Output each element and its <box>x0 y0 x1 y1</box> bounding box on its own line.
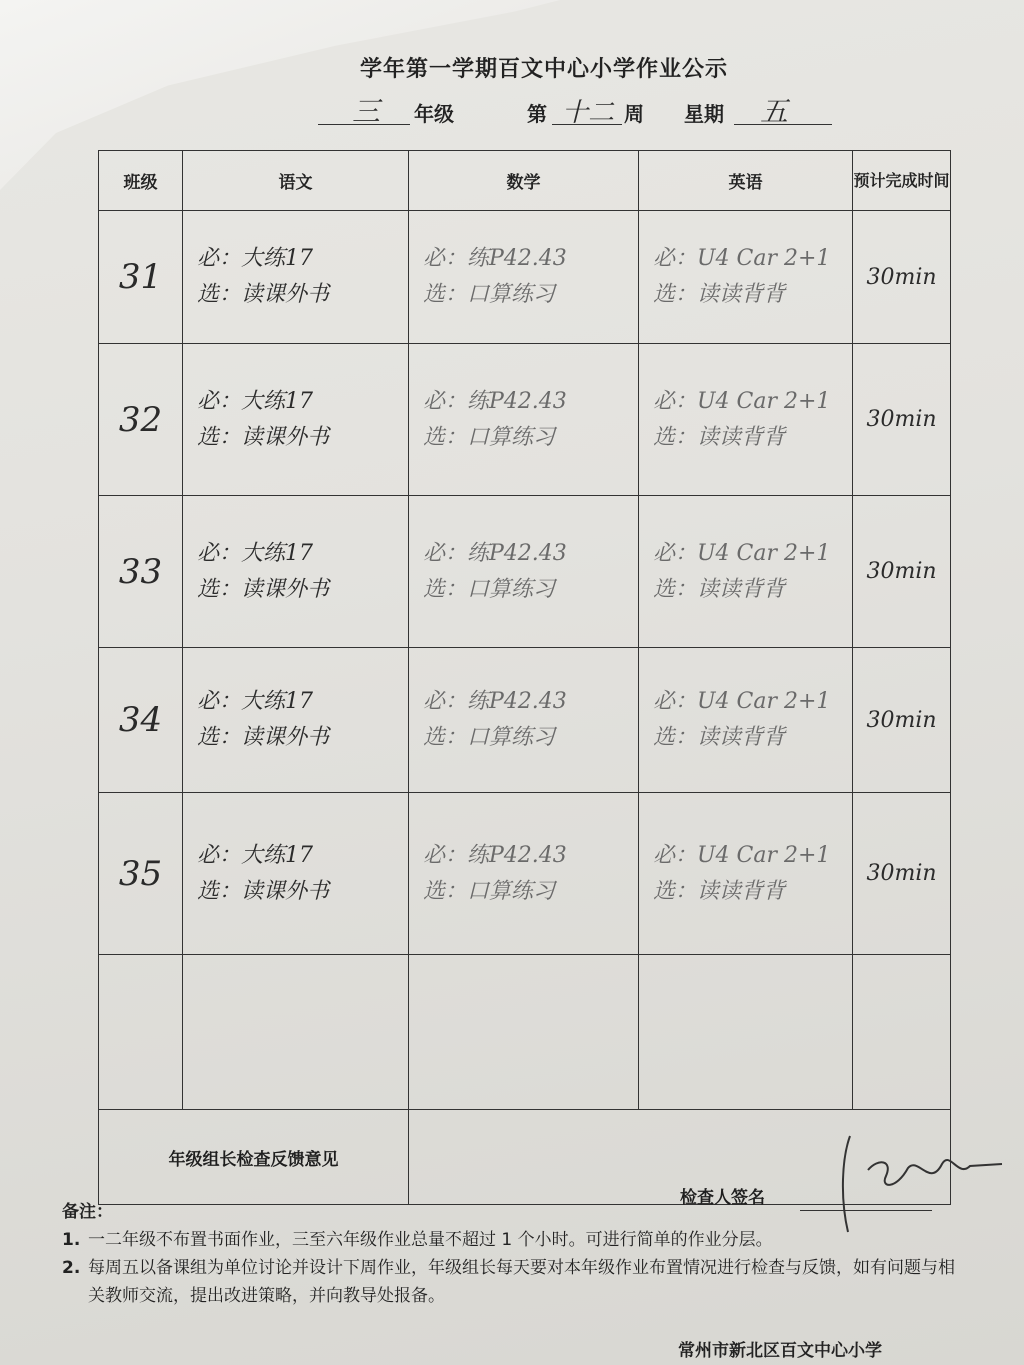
math-cell <box>409 955 639 1110</box>
optional-item: 选：读课外书 <box>197 424 330 450</box>
col-class: 班级 <box>99 151 183 211</box>
class-cell: 31 <box>99 211 183 344</box>
note-text: 一二年级不布置书面作业，三至六年级作业总量不超过 1 个小时。可进行简单的作业分层。 <box>88 1230 773 1250</box>
english-cell <box>639 211 853 344</box>
optional-item: 选：读读背背 <box>653 424 786 450</box>
optional-item: 选：读读背背 <box>653 282 786 307</box>
week-suffix: 周 <box>624 102 644 126</box>
required-item: 必：U4 Car 2+1 <box>653 540 831 566</box>
required-item: 必：大练17 <box>197 246 313 271</box>
optional-item: 选：口算练习 <box>423 878 556 904</box>
chinese-cell <box>183 648 409 793</box>
grade-value: 三 <box>352 95 381 128</box>
english-cell <box>639 648 853 793</box>
optional-item: 选：读课外书 <box>197 878 330 904</box>
notes-heading: 备注： <box>62 1202 113 1222</box>
note-item <box>62 1254 962 1310</box>
math-cell <box>409 496 639 648</box>
table-row <box>99 496 951 648</box>
table-row <box>99 793 951 955</box>
math-cell <box>409 793 639 955</box>
note-item <box>62 1226 962 1254</box>
col-english: 英语 <box>639 151 853 211</box>
table-row <box>99 648 951 793</box>
week-value: 十二 <box>562 98 615 128</box>
chinese-cell <box>183 955 409 1110</box>
checker-signature-label: 检查人签名 <box>680 1188 765 1208</box>
required-item: 必：大练17 <box>197 842 313 868</box>
homework-table <box>98 150 951 1205</box>
optional-item: 选：读读背背 <box>653 878 786 904</box>
required-item: 必：大练17 <box>197 689 313 714</box>
class-cell: 34 <box>99 648 183 793</box>
required-item: 必：大练17 <box>197 388 313 414</box>
note-number: 2. <box>62 1258 81 1278</box>
notes-section <box>62 1198 962 1310</box>
optional-item: 选：口算练习 <box>423 725 556 750</box>
time-cell: 30min <box>853 648 951 793</box>
math-cell <box>409 648 639 793</box>
optional-item: 选：读课外书 <box>197 282 330 307</box>
required-item: 必：U4 Car 2+1 <box>653 842 831 868</box>
chinese-cell <box>183 496 409 648</box>
note-text: 每周五以备课组为单位讨论并设计下周作业，年级组长每天要对本年级作业布置情况进行检查与反馈，如有问题与相关教师交流，提出改进策略，并向教导处报备。 <box>88 1258 955 1306</box>
english-cell <box>639 793 853 955</box>
time-cell: 30min <box>853 211 951 344</box>
feedback-label: 年级组长检查反馈意见 <box>99 1110 409 1205</box>
weekday-label: 星期 <box>684 102 724 126</box>
class-cell <box>99 955 183 1110</box>
optional-item: 选：口算练习 <box>423 424 556 450</box>
note-number: 1. <box>62 1230 81 1250</box>
math-cell <box>409 344 639 496</box>
required-item: 必：U4 Car 2+1 <box>653 689 831 714</box>
week-prefix: 第 <box>527 102 547 126</box>
required-item: 必：练P42.43 <box>423 842 567 868</box>
optional-item: 选：读课外书 <box>197 725 330 750</box>
time-cell: 30min <box>853 793 951 955</box>
school-name: 常州市新北区百文中心小学 <box>678 1341 882 1361</box>
optional-item: 选：口算练习 <box>423 282 556 307</box>
chinese-cell <box>183 344 409 496</box>
table-row <box>99 211 951 344</box>
optional-item: 选：读课外书 <box>197 576 330 602</box>
class-cell: 35 <box>99 793 183 955</box>
time-cell: 30min <box>853 496 951 648</box>
optional-item: 选：口算练习 <box>423 576 556 602</box>
required-item: 必：练P42.43 <box>423 388 567 414</box>
required-item: 必：练P42.43 <box>423 689 567 714</box>
col-chinese: 语文 <box>183 151 409 211</box>
math-cell <box>409 211 639 344</box>
english-cell <box>639 955 853 1110</box>
weekday-value: 五 <box>760 95 789 128</box>
required-item: 必：U4 Car 2+1 <box>653 246 831 271</box>
col-math: 数学 <box>409 151 639 211</box>
required-item: 必：练P42.43 <box>423 540 567 566</box>
chinese-cell <box>183 211 409 344</box>
required-item: 必：练P42.43 <box>423 246 567 271</box>
grade-label: 年级 <box>414 102 454 126</box>
class-cell: 32 <box>99 344 183 496</box>
table-header-row <box>99 151 951 211</box>
time-cell: 30min <box>853 344 951 496</box>
time-cell <box>853 955 951 1110</box>
chinese-cell <box>183 793 409 955</box>
required-item: 必：U4 Car 2+1 <box>653 388 831 414</box>
table-row-empty <box>99 955 951 1110</box>
feedback-row <box>99 1110 951 1205</box>
english-cell <box>639 344 853 496</box>
english-cell <box>639 496 853 648</box>
optional-item: 选：读读背背 <box>653 725 786 750</box>
optional-item: 选：读读背背 <box>653 576 786 602</box>
page-title: 学年第一学期百文中心小学作业公示 <box>360 57 729 82</box>
required-item: 必：大练17 <box>197 540 313 566</box>
col-time: 预计完成时间 <box>853 151 951 211</box>
table-row <box>99 344 951 496</box>
class-cell: 33 <box>99 496 183 648</box>
